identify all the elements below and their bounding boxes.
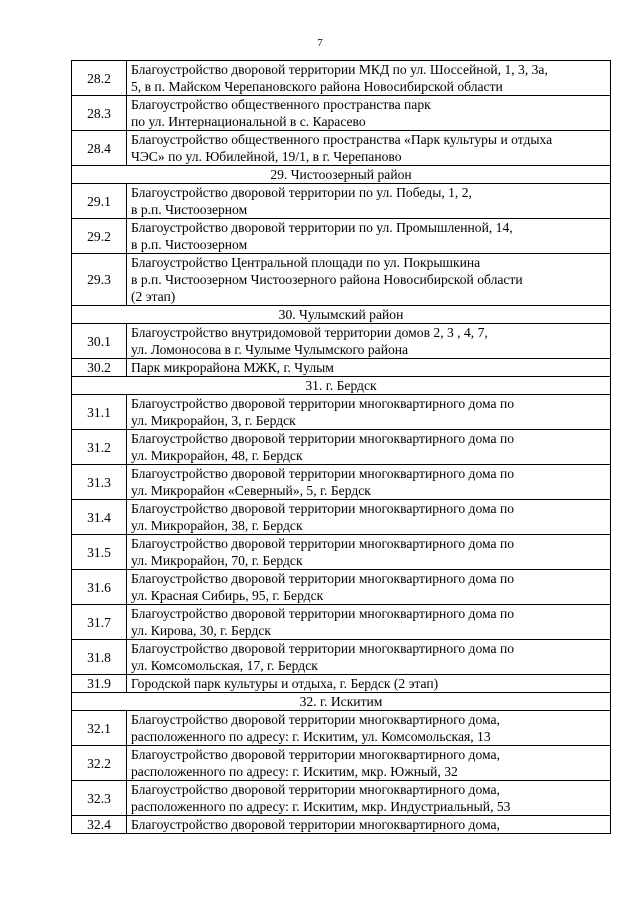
table-row — [72, 640, 611, 675]
description-line: Благоустройство дворовой территории многоквартирного дома по — [131, 466, 515, 481]
description-line: Благоустройство дворовой территории по ул. Победы, 1, 2, — [131, 185, 472, 200]
description-line: Благоустройство внутридомовой территории домов 2, 3 , 4, 7, — [131, 325, 488, 340]
description-line: Благоустройство дворовой территории многоквартирного дома по — [131, 396, 515, 411]
item-description — [127, 430, 611, 465]
table-row — [72, 535, 611, 570]
description-line: ул. Микрорайон «Северный», 5, г. Бердск — [131, 483, 371, 498]
item-description — [127, 254, 611, 306]
table-row — [72, 219, 611, 254]
item-number: 31.2 — [72, 430, 127, 465]
description-line: расположенного по адресу: г. Искитим, ул. Комсомольская, 13 — [131, 729, 491, 744]
table-row — [72, 605, 611, 640]
item-description — [127, 711, 611, 746]
description-line: Благоустройство дворовой территории МКД по ул. Шоссейной, 1, 3, 3а, — [131, 62, 548, 77]
description-line: Благоустройство Центральной площади по ул. Покрышкина — [131, 255, 481, 270]
description-line: Благоустройство дворовой территории многоквартирного дома по — [131, 571, 515, 586]
item-description — [127, 535, 611, 570]
table-row — [72, 570, 611, 605]
item-number: 30.1 — [72, 324, 127, 359]
table-row — [72, 395, 611, 430]
item-number: 29.3 — [72, 254, 127, 306]
description-line: расположенного по адресу: г. Искитим, мкр. Индустриальный, 53 — [131, 799, 511, 814]
description-line: ЧЭС» по ул. Юбилейной, 19/1, в г. Черепаново — [131, 149, 402, 164]
item-number: 31.4 — [72, 500, 127, 535]
description-line: Городской парк культуры и отдыха, г. Бердск (2 этап) — [131, 676, 439, 691]
description-line: Благоустройство дворовой территории многоквартирного дома, — [131, 712, 500, 727]
description-line: ул. Микрорайон, 3, г. Бердск — [131, 413, 296, 428]
table-row — [72, 675, 611, 693]
description-line: ул. Микрорайон, 70, г. Бердск — [131, 553, 303, 568]
section-title: 32. г. Искитим — [72, 693, 611, 711]
item-description — [127, 816, 611, 834]
description-line: Благоустройство дворовой территории многоквартирного дома, — [131, 817, 500, 832]
table-row — [72, 500, 611, 535]
section-header-row — [72, 377, 611, 395]
description-line: ул. Кирова, 30, г. Бердск — [131, 623, 272, 638]
description-line: Благоустройство дворовой территории многоквартирного дома по — [131, 431, 515, 446]
description-line: ул. Микрорайон, 38, г. Бердск — [131, 518, 303, 533]
item-number: 31.8 — [72, 640, 127, 675]
item-description — [127, 675, 611, 693]
item-number: 31.9 — [72, 675, 127, 693]
item-number: 29.2 — [72, 219, 127, 254]
item-description — [127, 61, 611, 96]
section-header-row — [72, 166, 611, 184]
item-description — [127, 324, 611, 359]
item-description — [127, 570, 611, 605]
description-line: Благоустройство дворовой территории по ул. Промышленной, 14, — [131, 220, 513, 235]
objects-table — [71, 60, 611, 834]
table-row — [72, 254, 611, 306]
item-description — [127, 465, 611, 500]
description-line: 5, в п. Майском Черепановского района Новосибирской области — [131, 79, 503, 94]
table-row — [72, 746, 611, 781]
page-number: 7 — [317, 37, 323, 49]
item-number: 32.1 — [72, 711, 127, 746]
description-line: Благоустройство дворовой территории многоквартирного дома, — [131, 782, 500, 797]
item-number: 28.4 — [72, 131, 127, 166]
item-description — [127, 359, 611, 377]
item-number: 28.2 — [72, 61, 127, 96]
section-title: 30. Чулымский район — [72, 306, 611, 324]
description-line: в р.п. Чистоозерном — [131, 202, 248, 217]
description-line: Благоустройство дворовой территории многоквартирного дома по — [131, 606, 515, 621]
description-line: Благоустройство дворовой территории многоквартирного дома по — [131, 641, 515, 656]
section-title: 29. Чистоозерный район — [72, 166, 611, 184]
description-line: ул. Комсомольская, 17, г. Бердск — [131, 658, 318, 673]
description-line: ул. Микрорайон, 48, г. Бердск — [131, 448, 303, 463]
description-line: Благоустройство дворовой территории многоквартирного дома, — [131, 747, 500, 762]
item-description — [127, 605, 611, 640]
item-number: 32.2 — [72, 746, 127, 781]
description-line: Благоустройство дворовой территории многоквартирного дома по — [131, 536, 515, 551]
item-number: 30.2 — [72, 359, 127, 377]
description-line: в р.п. Чистоозерном Чистоозерного района Новосибирской области — [131, 272, 523, 287]
description-line: ул. Красная Сибирь, 95, г. Бердск — [131, 588, 324, 603]
table-row — [72, 324, 611, 359]
section-header-row — [72, 693, 611, 711]
item-number: 29.1 — [72, 184, 127, 219]
item-number: 31.3 — [72, 465, 127, 500]
description-line: расположенного по адресу: г. Искитим, мкр. Южный, 32 — [131, 764, 458, 779]
description-line: Благоустройство общественного пространства парк — [131, 97, 431, 112]
item-number: 32.3 — [72, 781, 127, 816]
table-row — [72, 465, 611, 500]
description-line: (2 этап) — [131, 289, 176, 304]
description-line: Парк микрорайона МЖК, г. Чулым — [131, 360, 334, 375]
item-description — [127, 96, 611, 131]
table-row — [72, 61, 611, 96]
item-number: 31.7 — [72, 605, 127, 640]
description-line: по ул. Интернациональной в с. Карасево — [131, 114, 366, 129]
item-number: 31.1 — [72, 395, 127, 430]
item-description — [127, 395, 611, 430]
item-description — [127, 500, 611, 535]
item-description — [127, 131, 611, 166]
description-line: ул. Ломоносова в г. Чулыме Чулымского района — [131, 342, 409, 357]
table-row — [72, 430, 611, 465]
objects-table-body — [72, 61, 611, 834]
item-number: 28.3 — [72, 96, 127, 131]
table-row — [72, 711, 611, 746]
item-description — [127, 640, 611, 675]
table-row — [72, 184, 611, 219]
table-row — [72, 131, 611, 166]
item-number: 31.5 — [72, 535, 127, 570]
table-row — [72, 96, 611, 131]
section-header-row — [72, 306, 611, 324]
table-row — [72, 781, 611, 816]
table-row — [72, 816, 611, 834]
item-description — [127, 219, 611, 254]
description-line: в р.п. Чистоозерном — [131, 237, 248, 252]
item-description — [127, 746, 611, 781]
item-description — [127, 781, 611, 816]
section-title: 31. г. Бердск — [72, 377, 611, 395]
item-description — [127, 184, 611, 219]
description-line: Благоустройство общественного пространства «Парк культуры и отдыха — [131, 132, 553, 147]
description-line: Благоустройство дворовой территории многоквартирного дома по — [131, 501, 515, 516]
table-row — [72, 359, 611, 377]
item-number: 32.4 — [72, 816, 127, 834]
item-number: 31.6 — [72, 570, 127, 605]
